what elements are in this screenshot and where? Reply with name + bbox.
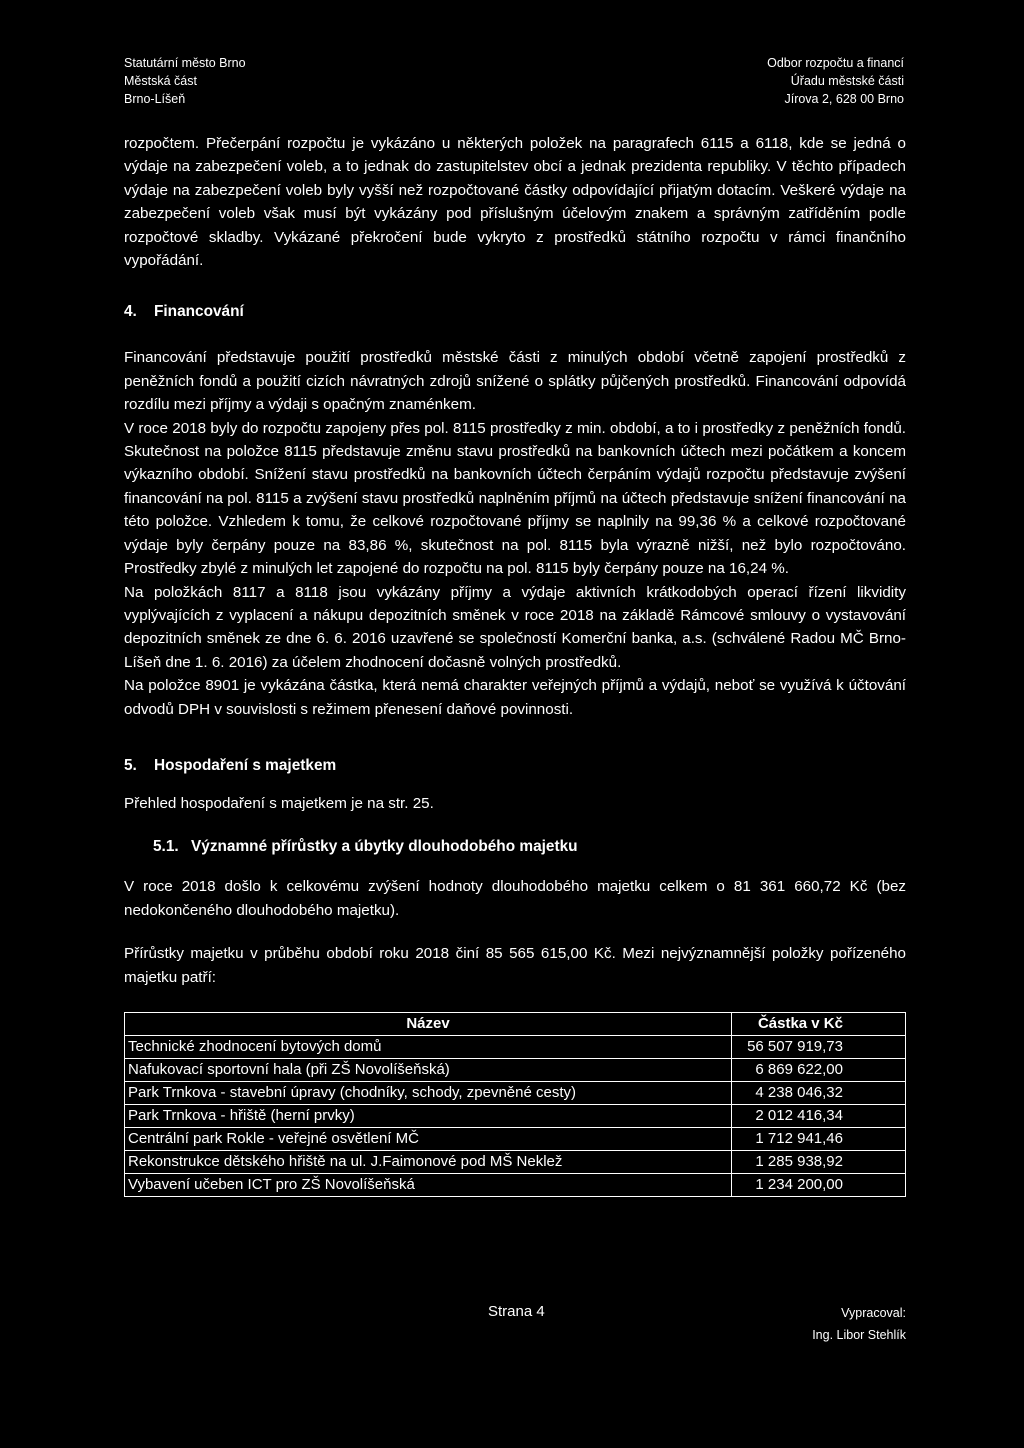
table-cell-name: Technické zhodnocení bytových domů (125, 1035, 732, 1058)
header-district: Brno-Líšeň (124, 92, 186, 106)
section-5-paragraph-1: Přehled hospodaření s majetkem je na str. 25. (124, 794, 434, 812)
table-cell-amount: 1 712 941,46 (732, 1127, 906, 1150)
section-5-heading (124, 757, 906, 775)
header-left (124, 54, 246, 108)
table-header-name: Název (125, 1012, 732, 1035)
table-header-amount: Částka v Kč (732, 1012, 906, 1035)
table-cell-amount: 2 012 416,34 (732, 1104, 906, 1127)
table-cell-name: Centrální park Rokle - veřejné osvětlení MČ (125, 1127, 732, 1150)
footer-author (812, 1302, 906, 1346)
section-5-1-paragraph-1: V roce 2018 došlo k celkovému zvýšení hodnoty dlouhodobého majetku celkem o 81 361 660,72 Kč (bez nedokončeného dlouhodobého majetku). (124, 878, 906, 919)
table-row (125, 1081, 906, 1104)
section-5-1-heading (124, 838, 906, 856)
header-address: Jírova 2, 628 00 Brno (784, 92, 904, 106)
section-5-1-title: Významné přírůstky a úbytky dlouhodobého majetku (191, 838, 578, 856)
author-name: Ing. Libor Stehlík (812, 1328, 906, 1342)
page-content (124, 132, 906, 1197)
table-cell-name: Vybavení učeben ICT pro ZŠ Novolíšeňská (125, 1173, 732, 1196)
section-5-title: Hospodaření s majetkem (154, 756, 337, 774)
table-row (125, 1150, 906, 1173)
section-5-1-number: 5.1. (153, 838, 179, 856)
table-header-row (125, 1012, 906, 1035)
header-city: Statutární město Brno (124, 56, 246, 70)
table-cell-name: Park Trnkova - hřiště (herní prvky) (125, 1104, 732, 1127)
intro-paragraph: rozpočtem. Přečerpání rozpočtu je vykázáno u některých položek na paragrafech 6115 a 6118, kde se jedná o výdaje na zabezpečení voleb, a to jednak do zastupitelstev obcí a jednak prezidenta republiky. V těchto případech výdaje na zabezpečení voleb byly vyšší než rozpočtované částky odpovídající přijatým dotacím. Veškeré výdaje na zabezpečení voleb však musí být vykázány pod příslušným účelovým znakem a správným zatříděním podle rozpočtové skladby. Vykázané překročení bude vykryto z prostředků státního rozpočtu v rámci finančního vypořádání. (124, 135, 906, 270)
table-row (125, 1173, 906, 1196)
assets-table (124, 1012, 906, 1197)
header-department: Odbor rozpočtu a financí (767, 56, 904, 70)
table-row (125, 1104, 906, 1127)
table-cell-name: Park Trnkova - stavební úpravy (chodníky, schody, zpevněné cesty) (125, 1081, 732, 1104)
section-5-number: 5. (124, 756, 137, 774)
header-right (767, 54, 904, 108)
table-cell-amount: 56 507 919,73 (732, 1035, 906, 1058)
section-4-title: Financování (154, 303, 244, 321)
section-4-heading (124, 303, 906, 321)
table-cell-amount: 1 285 938,92 (732, 1150, 906, 1173)
page-number: Strana 4 (488, 1303, 545, 1320)
section-5-1-paragraph-2: Přírůstky majetku v průběhu období roku 2018 činí 85 565 615,00 Kč. Mezi nejvýznamnější položky pořízeného majetku patří: (124, 945, 906, 986)
section-4-paragraph-3: Na položkách 8117 a 8118 jsou vykázány příjmy a výdaje aktivních krátkodobých operací řízení likvidity vyplývajících z vyplacení a nákupu depozitních směnek v roce 2018 na základě Rámcové smlouvy o vystavování depozitních směnek ze dne 6. 6. 2016 uzavřené se společností Komerční banka, a.s. (schválené Radou MČ Brno-Líšeň dne 1. 6. 2016) za účelem zhodnocení dočasně volných prostředků. (124, 583, 906, 671)
table-cell-amount: 1 234 200,00 (732, 1173, 906, 1196)
header-district-label: Městská část (124, 74, 197, 88)
author-label: Vypracoval: (841, 1306, 906, 1320)
table-row (125, 1058, 906, 1081)
section-4-paragraph-4: Na položce 8901 je vykázána částka, která nemá charakter veřejných příjmů a výdajů, neboť se využívá k účtování odvodů DPH v souvislosti s režimem přenesení daňové povinnosti. (124, 677, 906, 718)
table-row (125, 1035, 906, 1058)
section-4-paragraph-1: Financování představuje použití prostředků městské části z minulých období včetně zapojení prostředků z peněžních fondů a použití cizích návratných zdrojů snížené o splátky půjčených prostředků. Financování odpovídá rozdílu mezi příjmy a výdaji s opačným znaménkem. (124, 349, 906, 414)
table-cell-name: Nafukovací sportovní hala (při ZŠ Novolíšeňská) (125, 1058, 732, 1081)
section-4-number: 4. (124, 303, 137, 321)
section-4-paragraph-2: V roce 2018 byly do rozpočtu zapojeny přes pol. 8115 prostředky z min. období, a to i prostředky z peněžních fondů. Skutečnost na položce 8115 představuje změnu stavu prostředků na bankovních účtech mezi počátkem a koncem výkazního období. Snížení stavu prostředků na bankovních účtech čerpáním výdajů rozpočtu představuje zvýšení financování na pol. 8115 a zvýšení stavu prostředků naplněním příjmů na účtech představuje snížení financování na této položce. Vzhledem k tomu, že celkové rozpočtované příjmy se naplnily na 99,36 % a celkové rozpočtované výdaje byly čerpány pouze na 83,86 %, skutečnost na pol. 8115 byla výrazně nižší, než bylo rozpočtováno. Prostředky zbylé z minulých let zapojené do rozpočtu na pol. 8115 byly čerpány pouze na 16,24 %. (124, 419, 906, 578)
table-cell-name: Rekonstrukce dětského hřiště na ul. J.Faimonové pod MŠ Neklež (125, 1150, 732, 1173)
table-row (125, 1127, 906, 1150)
table-cell-amount: 4 238 046,32 (732, 1081, 906, 1104)
header-office: Úřadu městské části (790, 74, 904, 88)
table-cell-amount: 6 869 622,00 (732, 1058, 906, 1081)
